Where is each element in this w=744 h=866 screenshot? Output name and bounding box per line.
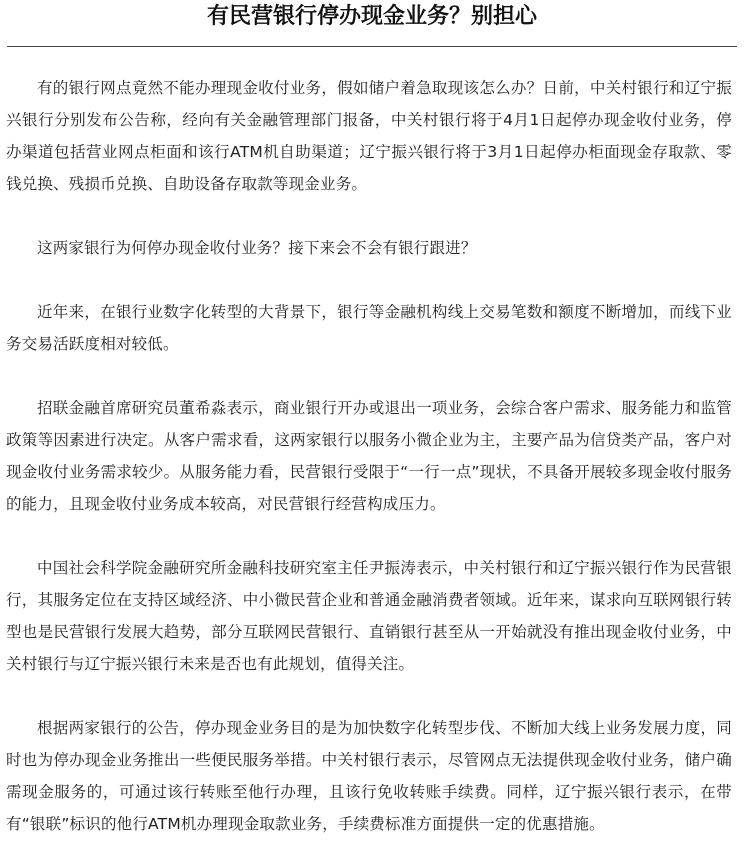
article-paragraph: 近年来，在银行业数字化转型的大背景下，银行等金融机构线上交易笔数和额度不断增加，而线下业务交易活跃度相对较低。 — [6, 303, 732, 353]
article-paragraph: 根据两家银行的公告，停办现金业务目的是为加快数字化转型步伐、不断加大线上业务发展力度，同时也为停办现金业务推出一些便民服务举措。中关村银行表示，尽管网点无法提供现金收付业务，储户确需现金服务的，可通过该行转账至他行办理，且该行免收转账手续费。同样，辽宁振兴银行表示，在带有“银联”标识的他行ATM机办理现金取款业务，手续费标准方面提供一定的优惠措施。 — [6, 719, 732, 833]
article-paragraph: 有的银行网点竟然不能办理现金收付业务，假如储户着急取现该怎么办？日前，中关村银行和辽宁振兴银行分别发布公告称，经向有关金融管理部门报备，中关村银行将于4月1日起停办现金收付业务，停办渠道包括营业网点柜面和该行ATM机自助渠道；辽宁振兴银行将于3月1日起停办柜面现金存取款、零钱兑换、残损币兑换、自助设备存取款等现金业务。 — [6, 79, 732, 193]
article-paragraph: 中国社会科学院金融研究所金融科技研究室主任尹振涛表示，中关村银行和辽宁振兴银行作为民营银行，其服务定位在支持区域经济、中小微民营企业和普通金融消费者领域。近年来，谋求向互联网银行转型也是民营银行发展大趋势，部分互联网民营银行、直销银行甚至从一开始就没有推出现金收付业务，中关村银行与辽宁振兴银行未来是否也有此规划，值得关注。 — [6, 559, 732, 673]
article-paragraph: 这两家银行为何停办现金收付业务？接下来会不会有银行跟进？ — [37, 239, 477, 257]
title-divider — [7, 46, 737, 47]
article-body — [0, 72, 744, 840]
article-paragraph: 招联金融首席研究员董希淼表示，商业银行开办或退出一项业务，会综合客户需求、服务能力和监管政策等因素进行决定。从客户需求看，这两家银行以服务小微企业为主，主要产品为信贷类产品，客户对现金收付业务需求较少。从服务能力看，民营银行受限于“一行一点”现状，不具备开展较多现金收付服务的能力，且现金收付业务成本较高，对民营银行经营构成压力。 — [6, 399, 732, 513]
article-title: 有民营银行停办现金业务？别担心 — [206, 4, 537, 29]
